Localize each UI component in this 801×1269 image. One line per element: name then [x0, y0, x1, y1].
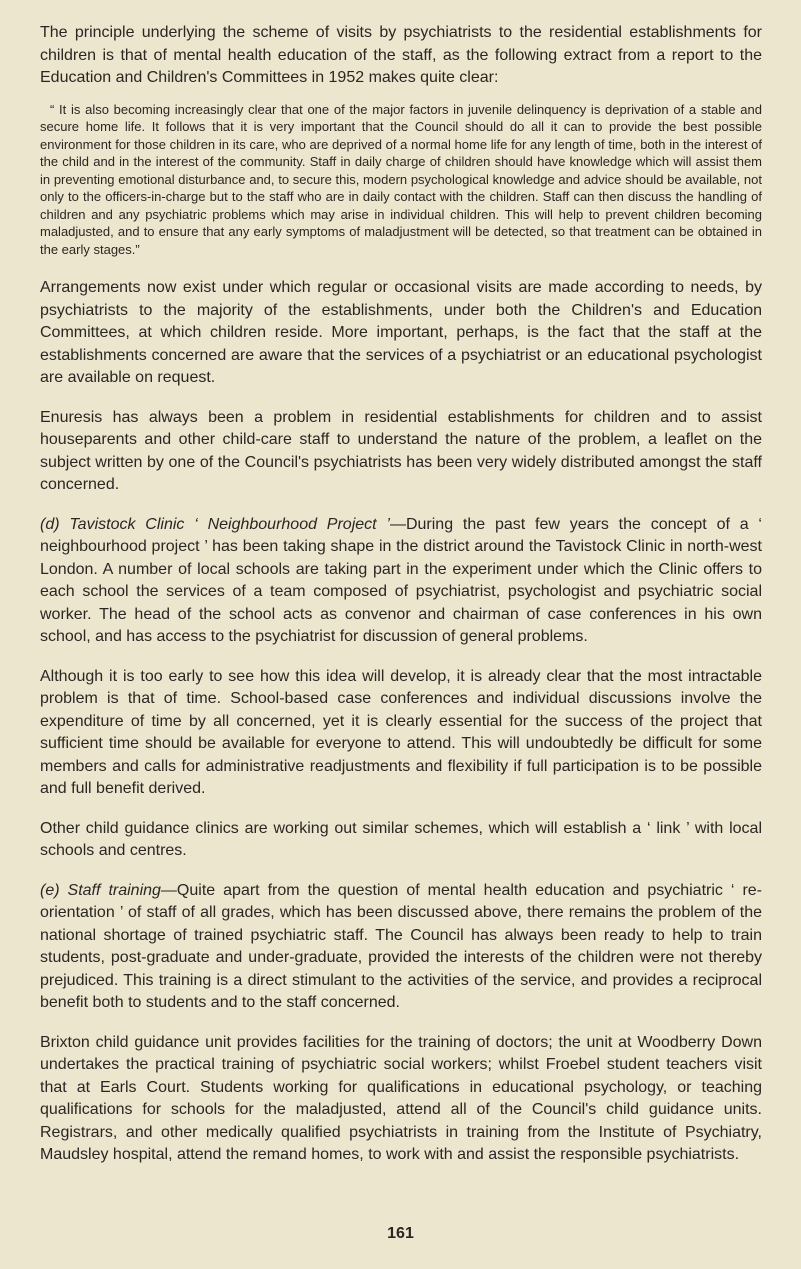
quoted-extract: “ It is also becoming increasingly clear that one of the major factors in juvenile delinquency is deprivation of a stable and secure home life. It follows that it is very important that the Council should do all it can to provide the best possible environment for those children in its care, who are deprived of a normal home life for any length of time, both in the interest of the child and in the interest of the community. Staff in daily charge of children should have knowledge which will assist them in preventing emotional disturbance and, to secure this, modern psychological knowledge and advice should be available, not only to the officers-in-charge but to the staff who are in daily contact with the children. Staff can then discuss the handling of children and any psychiatric problems which may arise in individual children. This will help to prevent children becoming maladjusted, and to ensure that any early symptoms of maladjustment will be detected, so that treatment can be obtained in the early stages.” [40, 101, 762, 257]
document-page [40, 22, 762, 1184]
paragraph-enuresis: Enuresis has always been a problem in residential establishments for children and to assist houseparents and other child-care staff to understand the nature of the problem, a leaflet on the subject written by one of the Council's psychiatrists has been very widely distributed amongst the staff concerned. [40, 408, 762, 493]
page-number: 161 [387, 1225, 414, 1242]
section-body-staff-training: —Quite apart from the question of mental health education and psychiatric ‘ re-orientation ’ of staff of all grades, which has been discussed above, there remains the problem of the national shortage of trained psychiatric staff. The Council has always been ready to help to train students, post-graduate and under-graduate, provided the interests of the children were not thereby prejudiced. This training is a direct stimulant to the activities of the service, and provides a reciprocal benefit both to students and to the staff concerned. [40, 881, 762, 1011]
paragraph-intro: The principle underlying the scheme of visits by psychiatrists to the residential establishments for children is that of mental health education of the staff, as the following extract from a report to the Education and Children's Committees in 1952 makes quite clear: [40, 24, 762, 86]
section-heading-staff-training: (e) Staff training [40, 881, 161, 899]
section-body-tavistock: —During the past few years the concept of a ‘ neighbourhood project ’ has been taking shape in the district around the Tavistock Clinic in north-west London. A number of local schools are taking part in the experiment under which the Clinic offers to each school the services of a team composed of psychiatrist, psychologist and psychiatric social worker. The head of the school acts as convenor and chairman of case conferences in his own school, and has access to the psychiatrist for discussion of general problems. [40, 515, 762, 645]
paragraph-tavistock [40, 514, 762, 649]
paragraph-other-clinics: Other child guidance clinics are working out similar schemes, which will establish a ‘ link ’ with local schools and centres. [40, 819, 762, 859]
paragraph-time-problem: Although it is too early to see how this idea will develop, it is already clear that the most intractable problem is that of time. School-based case conferences and individual discussions involve the expenditure of time by all concerned, yet it is clearly essential for the success of the project that sufficient time should be available for everyone to attend. This will undoubtedly be difficult for some members and calls for administrative readjustments and flexibility if full participation is to be possible and full benefit derived. [40, 667, 762, 797]
section-heading-tavistock: (d) Tavistock Clinic ‘ Neighbourhood Project ’ [40, 515, 390, 533]
paragraph-staff-training [40, 880, 762, 1015]
paragraph-arrangements: Arrangements now exist under which regular or occasional visits are made according to needs, by psychiatrists to the majority of the establishments, under both the Children's and Education Committees, at which children reside. More important, perhaps, is the fact that the staff at the establishments concerned are aware that the services of a psychiatrist or an educational psychologist are available on request. [40, 279, 762, 386]
paragraph-brixton: Brixton child guidance unit provides facilities for the training of doctors; the unit at Woodberry Down undertakes the practical training of psychiatric social workers; whilst Froebel student teachers visit that at Earls Court. Students working for qualifications in educational psychology, or teaching qualifications for schools for the maladjusted, attend all of the Council's child guidance units. Registrars, and other medically qualified psychiatrists in training from the Institute of Psychiatry, Maudsley hospital, attend the remand homes, to work with and assist the responsible psychiatrists. [40, 1033, 762, 1163]
